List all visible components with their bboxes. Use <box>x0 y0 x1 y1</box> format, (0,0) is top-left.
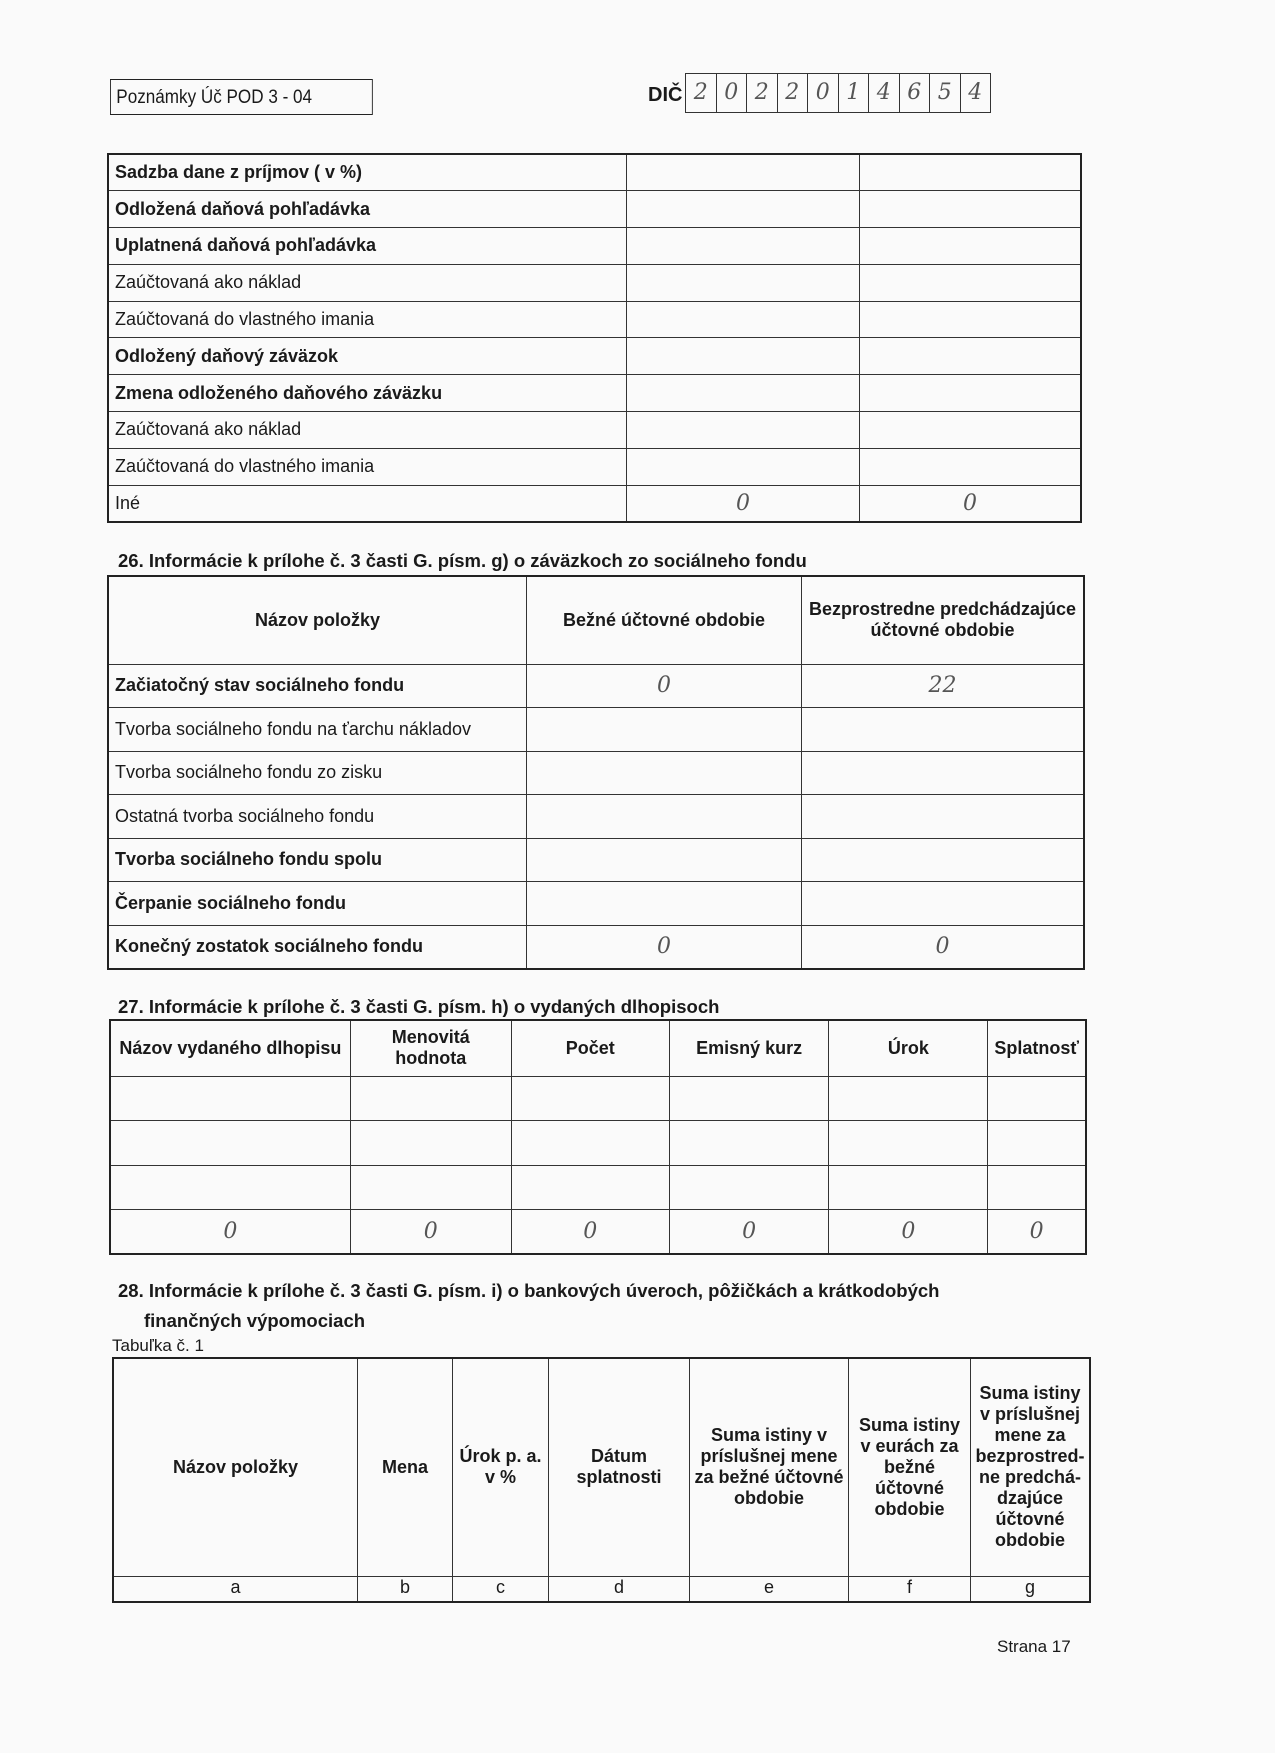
cell-value <box>627 228 860 265</box>
section-27-title: 27. Informácie k prílohe č. 3 časti G. písm. h) o vydaných dlhopisoch <box>118 996 720 1017</box>
section-28-title: 28. Informácie k prílohe č. 3 časti G. písm. i) o bankových úveroch, pôžičkách a krátkodobých <box>118 1280 940 1301</box>
row-label: Zaúčtovaná ako náklad <box>108 264 627 301</box>
table-row <box>110 1210 1086 1255</box>
cell-value <box>511 1121 669 1166</box>
dic-digit: 4 <box>968 80 983 105</box>
table-row <box>108 795 1084 839</box>
col-header: Názov položky <box>113 1358 358 1576</box>
cell-value <box>627 448 860 485</box>
dic-digit: 2 <box>747 74 778 112</box>
col-header: Počet <box>511 1020 669 1076</box>
cell-value <box>350 1121 511 1166</box>
col-header: Úrok <box>829 1020 988 1076</box>
cell-value <box>110 1076 350 1121</box>
cell-value <box>988 1076 1086 1121</box>
table-row <box>108 264 1081 301</box>
bonds-table <box>109 1019 1087 1255</box>
col-header: Bežné účtovné obdobie <box>527 576 802 664</box>
table-row <box>108 664 1084 708</box>
table-row <box>108 412 1081 449</box>
col-header: Názov vydaného dlhopisu <box>110 1020 350 1076</box>
table-row <box>108 882 1084 926</box>
column-letter: g <box>971 1576 1091 1602</box>
cell-value <box>860 301 1082 338</box>
table-row <box>108 708 1084 752</box>
row-label: Tvorba sociálneho fondu spolu <box>108 838 527 882</box>
cell-value <box>627 264 860 301</box>
page-number: Strana 17 <box>997 1637 1071 1656</box>
dic-digit: 4 <box>869 74 900 112</box>
table-row <box>108 448 1081 485</box>
col-header: Dátum splatnosti <box>549 1358 690 1576</box>
cell-value <box>860 338 1082 375</box>
cell-value <box>860 375 1082 412</box>
dic-digit: 2 <box>778 74 809 112</box>
row-label: Odložená daňová pohľadávka <box>108 191 627 228</box>
col-header: Suma istiny v príslušnej mene za bezprostred-ne predchá-dzajúce účtovné obdobie <box>971 1358 1091 1576</box>
cell-value <box>110 1165 350 1210</box>
column-letter: d <box>549 1576 690 1602</box>
row-label: Zaúčtovaná do vlastného imania <box>108 301 627 338</box>
cell-value <box>527 795 802 839</box>
cell-value <box>860 228 1082 265</box>
dic-label: DIČ <box>648 84 683 106</box>
row-label: Sadzba dane z príjmov ( v %) <box>108 154 627 191</box>
col-header: Bezprostredne predchádzajúce účtovné obdobie <box>802 576 1085 664</box>
cell-value: 0 <box>988 1210 1086 1255</box>
cell-value <box>669 1076 829 1121</box>
cell-value: 0 <box>829 1210 988 1255</box>
cell-value <box>350 1165 511 1210</box>
row-label: Zaúčtovaná ako náklad <box>108 412 627 449</box>
cell-value <box>511 1076 669 1121</box>
cell-value <box>627 375 860 412</box>
col-header: Suma istiny v príslušnej mene za bežné účtovné obdobie <box>690 1358 849 1576</box>
row-label: Uplatnená daňová pohľadávka <box>108 228 627 265</box>
table-row <box>108 154 1081 191</box>
table-row <box>108 375 1081 412</box>
cell-value: 0 <box>110 1210 350 1255</box>
col-header: Splatnosť <box>988 1020 1086 1076</box>
table-row <box>108 751 1084 795</box>
column-letter: e <box>690 1576 849 1602</box>
dic-digit: 0 <box>808 74 839 112</box>
cell-value <box>627 338 860 375</box>
col-header: Emisný kurz <box>669 1020 829 1076</box>
column-letter: c <box>453 1576 549 1602</box>
cell-value: 0 <box>627 485 860 522</box>
header-row <box>108 576 1084 664</box>
social-fund-table <box>107 575 1085 970</box>
section-26-title: 26. Informácie k prílohe č. 3 časti G. písm. g) o záväzkoch zo sociálneho fondu <box>118 550 807 571</box>
table-row <box>108 191 1081 228</box>
table-row <box>108 925 1084 969</box>
col-header: Názov položky <box>108 576 527 664</box>
cell-value <box>829 1165 988 1210</box>
cell-value: 0 <box>527 664 802 708</box>
cell-value <box>527 882 802 926</box>
cell-value <box>802 751 1085 795</box>
cell-value <box>988 1165 1086 1210</box>
table-row <box>108 338 1081 375</box>
column-letter: f <box>849 1576 971 1602</box>
table-row <box>108 838 1084 882</box>
row-label: Odložený daňový záväzok <box>108 338 627 375</box>
table-row <box>110 1121 1086 1166</box>
col-header: Mena <box>358 1358 453 1576</box>
header-row <box>113 1358 1090 1576</box>
table-row <box>110 1165 1086 1210</box>
bank-loans-table <box>112 1357 1091 1603</box>
cell-value: 0 <box>802 925 1085 969</box>
cell-value <box>511 1165 669 1210</box>
table-row <box>108 301 1081 338</box>
cell-value <box>527 751 802 795</box>
cell-value <box>669 1165 829 1210</box>
cell-value <box>860 412 1082 449</box>
dic-digit: 1 <box>839 74 870 112</box>
cell-value: 0 <box>669 1210 829 1255</box>
section-28-title-cont: finančných výpomociach <box>144 1310 366 1331</box>
cell-value <box>627 412 860 449</box>
cell-value <box>829 1121 988 1166</box>
cell-value <box>627 191 860 228</box>
cell-value: 0 <box>527 925 802 969</box>
dic-boxes <box>685 73 991 113</box>
row-label: Konečný zostatok sociálneho fondu <box>108 925 527 969</box>
row-label: Ostatná tvorba sociálneho fondu <box>108 795 527 839</box>
row-label: Tvorba sociálneho fondu na ťarchu nákladov <box>108 708 527 752</box>
dic-digit: 6 <box>900 74 931 112</box>
deferred-tax-table <box>107 153 1082 523</box>
cell-value <box>829 1076 988 1121</box>
cell-value <box>988 1121 1086 1166</box>
row-label: Začiatočný stav sociálneho fondu <box>108 664 527 708</box>
form-label: Poznámky Úč POD 3 - 04 <box>110 79 373 115</box>
row-label: Zaúčtovaná do vlastného imania <box>108 448 627 485</box>
cell-value <box>669 1121 829 1166</box>
table-row <box>108 485 1081 522</box>
table-row <box>108 228 1081 265</box>
row-label: Tvorba sociálneho fondu zo zisku <box>108 751 527 795</box>
cell-value <box>627 154 860 191</box>
cell-value <box>802 795 1085 839</box>
header-row <box>110 1020 1086 1076</box>
row-label: Iné <box>108 485 627 522</box>
cell-value <box>860 264 1082 301</box>
cell-value <box>860 191 1082 228</box>
table-label: Tabuľka č. 1 <box>112 1336 204 1355</box>
cell-value: 0 <box>350 1210 511 1255</box>
cell-value <box>527 708 802 752</box>
cell-value <box>860 154 1082 191</box>
dic-digit: 2 <box>686 74 717 112</box>
cell-value <box>110 1121 350 1166</box>
cell-value: 0 <box>860 485 1082 522</box>
cell-value <box>527 838 802 882</box>
column-letter: b <box>358 1576 453 1602</box>
dic-digit: 0 <box>717 74 748 112</box>
cell-value <box>802 708 1085 752</box>
cell-value: 0 <box>511 1210 669 1255</box>
row-label: Čerpanie sociálneho fondu <box>108 882 527 926</box>
col-header: Menovitá hodnota <box>350 1020 511 1076</box>
cell-value <box>350 1076 511 1121</box>
cell-value <box>627 301 860 338</box>
col-header: Úrok p. a. v % <box>453 1358 549 1576</box>
dic-digit: 5 <box>930 74 961 112</box>
cell-value <box>860 448 1082 485</box>
table-row <box>110 1076 1086 1121</box>
column-letter: a <box>113 1576 358 1602</box>
cell-value <box>802 838 1085 882</box>
cell-value <box>802 882 1085 926</box>
col-header: Suma istiny v eurách za bežné účtovné obdobie <box>849 1358 971 1576</box>
letters-row <box>113 1576 1090 1602</box>
row-label: Zmena odloženého daňového záväzku <box>108 375 627 412</box>
cell-value: 22 <box>802 664 1085 708</box>
